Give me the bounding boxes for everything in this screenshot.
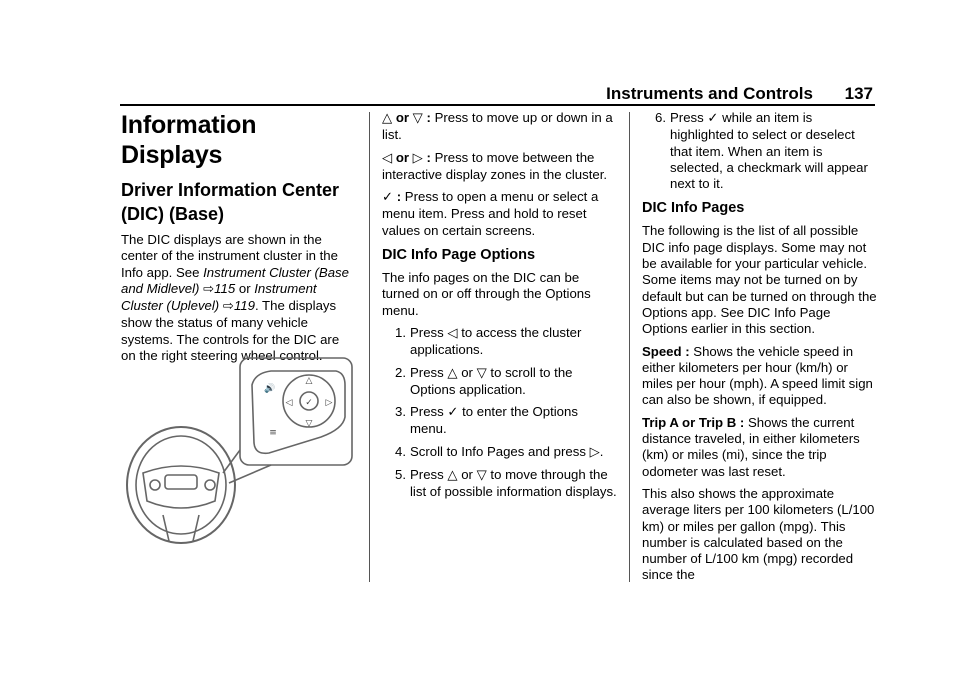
control-description-updown: △ or ▽ : Press to move up or down in a list. [382, 110, 613, 143]
checkmark-icon: ✓ [447, 405, 459, 421]
trip-continued: This also shows the approximate average liters per 100 kilometers (L/100 km) or miles per gallon (mpg). This number is calculated based on the number of L/100 km (mpg) recorded since the [642, 485, 875, 583]
intro-paragraph: The DIC displays are shown in the center of the instrument cluster in the Info app. See Instrument Cluster (Base and Midlevel) ⇨115 or Instrument Cluster (Uplevel) ⇨119. The displays show the status of many vehicle systems. The controls for the DIC are on the right steering wheel control. [121, 232, 349, 364]
right-arrow-glyph: ▷ [325, 398, 333, 408]
airbag-emblem [165, 475, 197, 489]
column-3 [642, 110, 877, 590]
wheel-hub [143, 466, 219, 508]
down-triangle-icon: ▽ [476, 468, 487, 484]
down-arrow-glyph: ▽ [305, 419, 313, 429]
section-title: Instruments and Controls [606, 84, 813, 103]
left-controls [150, 480, 160, 490]
speed-entry: Speed : Shows the vehicle speed in either kilometers per hour (km/h) or miles per hour (mph). A speed limit sign can also be shown, if equipped. [642, 343, 873, 408]
wheel-spoke [163, 515, 199, 541]
page-number: 137 [844, 84, 873, 103]
checkmark-icon: ✓ [707, 111, 719, 126]
info-pages-intro: The following is the list of all possible DIC info page displays. Some may not be available for your particular vehicle. Some items may not be turned on by default but can be turned on through the Options app. See DIC Info Page Options earlier in this section. [642, 223, 877, 337]
cross-reference-link[interactable]: Instrument Cluster (Base and Midlevel) [121, 264, 349, 296]
column-2 [382, 110, 617, 507]
wheel-rim [127, 427, 235, 543]
down-triangle-icon: ▽ [412, 111, 423, 126]
down-triangle-icon: ▽ [476, 365, 487, 381]
left-arrow-glyph: ◁ [285, 398, 293, 408]
steering-wheel-illustration [121, 355, 357, 550]
list-item: 1. Press ◁ to access the cluster applications. [395, 324, 582, 358]
options-intro: The info pages on the DIC can be turned on or off through the Options menu. [382, 270, 591, 318]
page-reference[interactable]: 115 [214, 280, 236, 296]
page-reference-icon: ⇨ [203, 281, 215, 297]
left-triangle-icon: ◁ [447, 325, 458, 341]
voice-icon: 🔊 [264, 384, 276, 394]
control-description-leftright: ◁ or ▷ : Press to move between the interactive display zones in the cluster. [382, 149, 608, 182]
section-heading: Driver Information Center (DIC) (Base) [121, 180, 340, 224]
up-triangle-icon: △ [447, 468, 458, 484]
up-arrow-glyph: △ [305, 376, 313, 386]
right-triangle-icon: ▷ [589, 444, 600, 460]
cruise-icon: ≡ [269, 428, 277, 438]
list-item: 6. Press ✓ while an item is highlighted to select or deselect that item. When an item is selected, a checkmark will appear next to it. [655, 110, 868, 192]
page-reference[interactable]: 119 [233, 298, 255, 314]
check-glyph: ✓ [305, 398, 313, 408]
column-1 [121, 110, 357, 370]
checkmark-icon: ✓ [382, 190, 394, 206]
column-divider [629, 112, 630, 582]
right-controls [205, 480, 215, 490]
list-item: 5. Press △ or ▽ to move through the list of possible information displays. [395, 467, 617, 500]
up-triangle-icon: △ [382, 111, 393, 126]
callout-box [240, 358, 352, 465]
cross-reference-link[interactable]: Instrument Cluster (Uplevel) [121, 280, 317, 314]
up-triangle-icon: △ [447, 365, 458, 381]
list-item: 4. Scroll to Info Pages and press ▷. [395, 443, 604, 460]
running-header [120, 82, 875, 106]
steps-list [382, 325, 617, 501]
right-triangle-icon: ▷ [412, 150, 423, 166]
list-item: 2. Press △ or ▽ to scroll to the Options application. [395, 364, 573, 397]
list-item: 3. Press ✓ to enter the Options menu. [395, 404, 578, 437]
steps-list-continued [642, 110, 877, 192]
page-reference-icon: ⇨ [222, 299, 234, 315]
subsection-heading: DIC Info Pages [642, 200, 745, 217]
column-divider [369, 112, 370, 582]
trip-entry: Trip A or Trip B : Shows the current distance traveled, in either kilometers (km) or miles (mi), since the trip odometer was last reset. [642, 414, 860, 479]
control-description-select: ✓ : Press to open a menu or select a menu item. Press and hold to reset values on certain screens. [382, 189, 599, 238]
left-triangle-icon: ◁ [382, 150, 393, 166]
page-title: Information Displays [121, 111, 257, 169]
subsection-heading: DIC Info Page Options [382, 247, 536, 264]
